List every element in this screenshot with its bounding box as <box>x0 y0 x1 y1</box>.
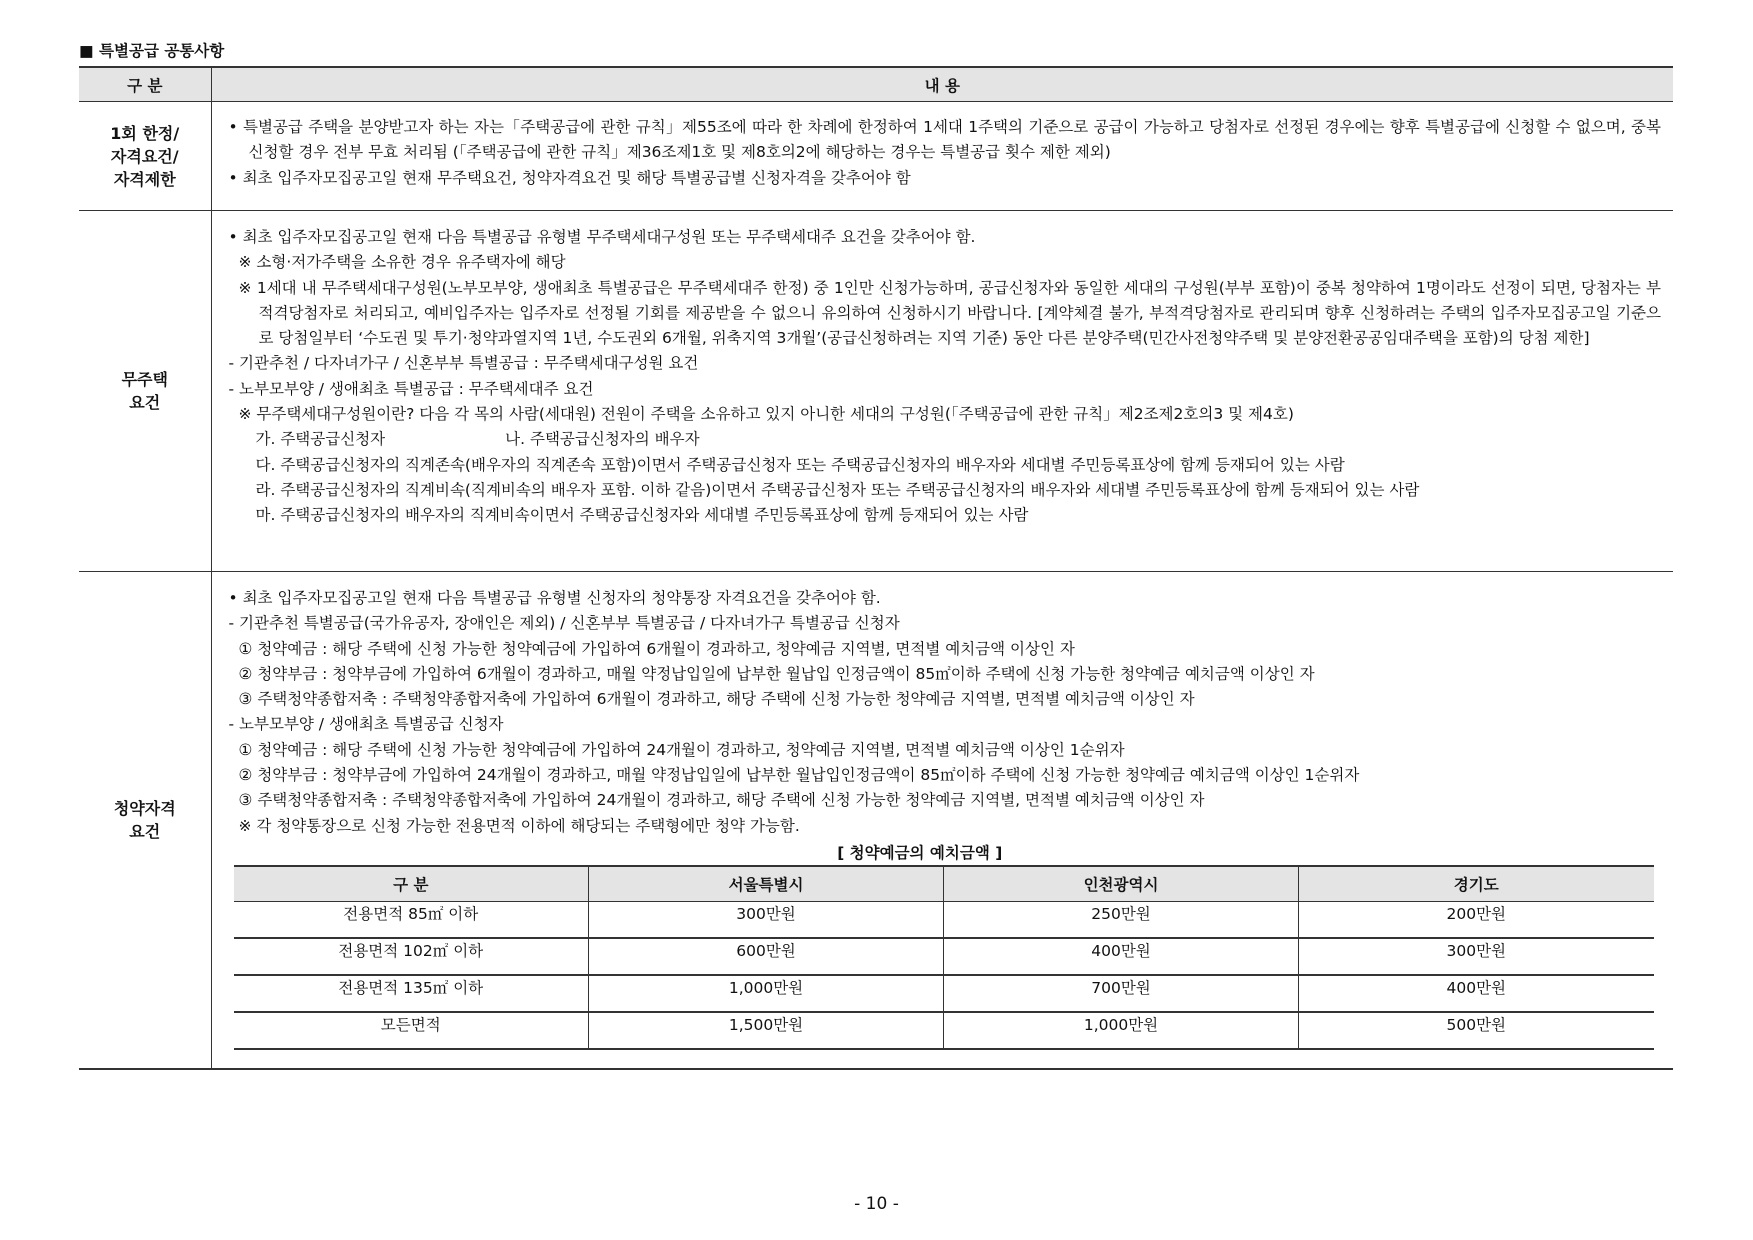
dash-item: - 기관추천 / 다자녀가구 / 신혼부부 특별공급 : 무주택세대구성원 요건 <box>228 354 699 373</box>
dash-item: - 노부모부양 / 생애최초 특별공급 : 무주택세대주 요건 <box>228 379 594 398</box>
deposit-cell: 400만원 <box>944 938 1299 975</box>
row-content-no-house <box>211 211 1673 572</box>
deposit-cell: 전용면적 102㎡ 이하 <box>234 938 589 975</box>
list-item: ② 청약부금 : 청약부금에 가입하여 6개월이 경과하고, 매월 약정납입일에 납부한 월납입 인정금액이 85㎡이하 주택에 신청 가능한 청약예금 예치금액 이상인 자 <box>238 664 1315 683</box>
table-row <box>234 938 1654 975</box>
deposit-header-category: 구 분 <box>234 866 589 902</box>
dash-item: - 노부모부양 / 생애최초 특별공급 신청자 <box>228 715 504 734</box>
list-item: 가. 주택공급신청자 나. 주택공급신청자의 배우자 <box>255 430 700 449</box>
bullet-text: • 최초 입주자모집공고일 현재 다음 특별공급 유형별 무주택세대구성원 또는 무주택세대주 요건을 갖추어야 함. <box>228 228 976 246</box>
deposit-header-gyeonggi: 경기도 <box>1299 866 1654 902</box>
table-row-once-only <box>79 102 1673 211</box>
list-item: ③ 주택청약종합저축 : 주택청약종합저축에 가입하여 6개월이 경과하고, 해당 주택에 신청 가능한 청약예금 지역별, 면적별 예치금액 이상인 자 <box>238 690 1195 709</box>
list-item: ② 청약부금 : 청약부금에 가입하여 24개월이 경과하고, 매월 약정납입일에 납부한 월납입인정금액이 85㎡이하 주택에 신청 가능한 청약예금 예치금액 이상인 1순위자 <box>238 766 1360 785</box>
row-content-once-only <box>211 102 1673 211</box>
note-text: ※ 무주택세대구성원이란? 다음 각 목의 사람(세대원) 전원이 주택을 소유하고 있지 아니한 세대의 구성원(「주택공급에 관한 규칙」제2조제2호의3 및 제4호) <box>238 405 1294 424</box>
list-item: ① 청약예금 : 해당 주택에 신청 가능한 청약예금에 가입하여 24개월이 경과하고, 청약예금 지역별, 면적별 예치금액 이상인 1순위자 <box>238 740 1125 759</box>
list-item: 다. 주택공급신청자의 직계존속(배우자의 직계존속 포함)이면서 주택공급신청자 또는 주택공급신청자의 배우자와 세대별 주민등록표상에 함께 등재되어 있는 사람 <box>255 455 1345 474</box>
table-row <box>234 901 1654 938</box>
deposit-header-row <box>234 866 1654 902</box>
deposit-cell: 1,500만원 <box>589 1012 944 1049</box>
section-title: ■ 특별공급 공통사항 <box>79 42 225 60</box>
deposit-header-incheon: 인천광역시 <box>944 866 1299 902</box>
deposit-cell: 1,000만원 <box>944 1012 1299 1049</box>
bullet-text: • 최초 입주자모집공고일 현재 무주택요건, 청약자격요건 및 해당 특별공급별 신청자격을 갖추어야 함 <box>228 168 911 187</box>
deposit-table-title: [ 청약예금의 예치금액 ] <box>837 843 1003 862</box>
bullet-text: • 특별공급 주택을 분양받고자 하는 자는「주택공급에 관한 규칙」제55조에 따라 한 차례에 한정하여 1세대 1주택의 기준으로 공급이 가능하고 당첨자로 선정된 경우에는 향후 특별공급에 신청할 수 없으며, 중복신청할 경우 전부 무효 처리됨 (「주택공급에 관한 규칙」제36조제1호 및 제8호의2에 해당하는 경우는 특별공급 횟수 제한 제외) <box>228 118 1661 162</box>
table-row-account-qualification <box>79 572 1673 1069</box>
content-header: 내 용 <box>211 67 1673 102</box>
row-content-account-qualification <box>211 572 1673 1069</box>
deposit-amount-table <box>234 865 1654 1050</box>
deposit-cell: 모든면적 <box>234 1012 589 1049</box>
page-number: - 10 - <box>854 1194 899 1214</box>
deposit-cell: 600만원 <box>589 938 944 975</box>
row-category-no-house: 무주택 요건 <box>79 211 211 572</box>
deposit-cell: 250만원 <box>944 901 1299 938</box>
note-text: ※ 각 청약통장으로 신청 가능한 전용면적 이하에 해당되는 주택형에만 청약 가능함. <box>238 816 800 835</box>
deposit-cell: 전용면적 135㎡ 이하 <box>234 975 589 1012</box>
table-header-row <box>79 67 1673 102</box>
bullet-text: • 최초 입주자모집공고일 현재 다음 특별공급 유형별 신청자의 청약통장 자격요건을 갖추어야 함. <box>228 589 881 607</box>
note-text: ※ 1세대 내 무주택세대구성원(노부모부양, 생애최초 특별공급은 무주택세대주 한정) 중 1인만 신청가능하며, 공급신청자와 동일한 세대의 구성원(부부 포함)이 중복 청약하여 1명이라도 선정이 되면, 당첨자는 부적격당첨자로 처리되고, 예비입주자는 입주자로 선정될 기회를 제공받을 수 없으니 유의하여 신청하시기 바랍니다. [계약체결 불가, 부적격당첨자로 관리되며 향후 신청하려는 주택의 입주자모집공고일 기준으로 당첨일부터 ‘수도권 및 투기·청약과열지역 1년, 수도권외 6개월, 위축지역 3개월’(공급신청하려는 지역 기준) 동안 다른 분양주택(민간사전청약주택 및 분양전환공공임대주택을 포함)의 당첨 제한] <box>238 278 1661 348</box>
list-item: ③ 주택청약종합저축 : 주택청약종합저축에 가입하여 24개월이 경과하고, 해당 주택에 신청 가능한 청약예금 지역별, 면적별 예치금액 이상인 자 <box>238 791 1205 810</box>
special-supply-common-table <box>79 66 1673 1070</box>
deposit-header-seoul: 서울특별시 <box>589 866 944 902</box>
deposit-cell: 전용면적 85㎡ 이하 <box>234 901 589 938</box>
deposit-cell: 300만원 <box>1299 938 1654 975</box>
deposit-cell: 700만원 <box>944 975 1299 1012</box>
category-header: 구 분 <box>79 67 211 102</box>
table-row <box>234 1012 1654 1049</box>
list-item: 마. 주택공급신청자의 배우자의 직계비속이면서 주택공급신청자와 세대별 주민등록표상에 함께 등재되어 있는 사람 <box>255 506 1029 525</box>
deposit-cell: 400만원 <box>1299 975 1654 1012</box>
row-category-once-only: 1회 한정/ 자격요건/ 자격제한 <box>79 102 211 211</box>
list-item: ① 청약예금 : 해당 주택에 신청 가능한 청약예금에 가입하여 6개월이 경과하고, 청약예금 지역별, 면적별 예치금액 이상인 자 <box>238 639 1075 658</box>
row-category-account-qualification: 청약자격 요건 <box>79 572 211 1069</box>
table-row <box>234 975 1654 1012</box>
dash-item: - 기관추천 특별공급(국가유공자, 장애인은 제외) / 신혼부부 특별공급 / 다자녀가구 특별공급 신청자 <box>228 614 900 633</box>
table-row-no-house <box>79 211 1673 572</box>
deposit-cell: 1,000만원 <box>589 975 944 1012</box>
list-item: 라. 주택공급신청자의 직계비속(직계비속의 배우자 포함. 이하 같음)이면서 주택공급신청자 또는 주택공급신청자의 배우자와 세대별 주민등록표상에 함께 등재되어 있는 사람 <box>255 480 1420 499</box>
deposit-cell: 300만원 <box>589 901 944 938</box>
deposit-cell: 200만원 <box>1299 901 1654 938</box>
deposit-cell: 500만원 <box>1299 1012 1654 1049</box>
note-text: ※ 소형·저가주택을 소유한 경우 유주택자에 해당 <box>238 253 566 272</box>
